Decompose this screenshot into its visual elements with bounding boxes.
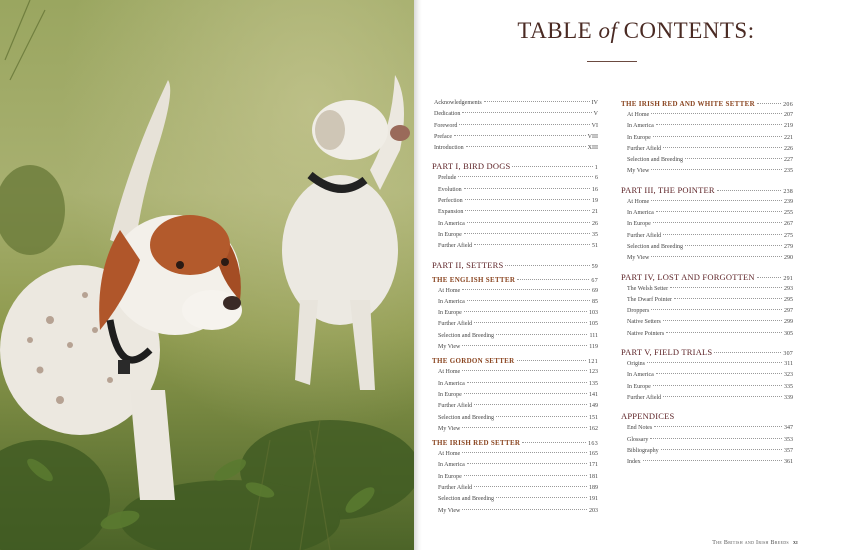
toc-entry-label: Further Afield bbox=[627, 394, 662, 401]
toc-entry[interactable] bbox=[432, 367, 598, 378]
toc-entry-page: 290 bbox=[784, 255, 793, 262]
toc-entry-page: XIII bbox=[587, 145, 598, 152]
page-title bbox=[422, 18, 850, 44]
toc-entry-page: 21 bbox=[592, 209, 598, 216]
toc-entry[interactable] bbox=[432, 319, 598, 330]
toc-entry-page: 149 bbox=[589, 403, 598, 410]
toc-part-heading[interactable] bbox=[621, 184, 793, 197]
toc-entry[interactable] bbox=[621, 446, 793, 457]
toc-entry[interactable] bbox=[621, 284, 793, 295]
toc-leader-dots bbox=[685, 158, 782, 159]
toc-entry[interactable] bbox=[621, 219, 793, 230]
toc-leader-dots bbox=[647, 362, 782, 363]
toc-entry-page: 295 bbox=[784, 296, 793, 303]
toc-leader-dots bbox=[670, 287, 782, 288]
toc-entry[interactable] bbox=[432, 401, 598, 412]
toc-entry-page: 191 bbox=[589, 496, 598, 503]
toc-entry-page: 162 bbox=[589, 425, 598, 432]
toc-entry-page: 305 bbox=[784, 330, 793, 337]
toc-entry-page: 207 bbox=[784, 112, 793, 118]
toc-entry-page: 67 bbox=[591, 277, 598, 284]
toc-entry-page: 238 bbox=[783, 188, 793, 195]
toc-leader-dots bbox=[656, 373, 782, 374]
toc-entry-page: 151 bbox=[589, 414, 598, 421]
toc-leader-dots bbox=[663, 396, 782, 397]
toc-entry[interactable] bbox=[621, 359, 793, 370]
toc-entry-label: At Home bbox=[438, 369, 461, 376]
toc-entry-page: 203 bbox=[589, 507, 598, 514]
toc-leader-dots bbox=[651, 113, 782, 114]
toc-entry-label: At Home bbox=[627, 112, 650, 118]
toc-leader-dots bbox=[464, 233, 590, 234]
toc-entry-label: PART II, SETTERS bbox=[432, 259, 504, 270]
toc-entry-label: Preface bbox=[434, 133, 452, 140]
toc-entry-label: My View bbox=[627, 168, 650, 175]
toc-entry[interactable] bbox=[432, 472, 598, 483]
toc-breed-heading[interactable] bbox=[432, 437, 598, 449]
toc-entry[interactable] bbox=[621, 329, 793, 340]
toc-entry[interactable] bbox=[432, 331, 598, 342]
toc-entry-page: 311 bbox=[784, 361, 793, 368]
toc-entry-page: 206 bbox=[783, 102, 793, 108]
toc-leader-dots bbox=[464, 393, 587, 394]
toc-entry-page: 105 bbox=[589, 321, 598, 328]
toc-entry-label: THE IRISH RED AND WHITE SETTER bbox=[621, 100, 755, 108]
toc-entry[interactable] bbox=[621, 370, 793, 381]
toc-entry-label: Selection and Breeding bbox=[438, 332, 494, 339]
toc-leader-dots bbox=[462, 509, 587, 510]
toc-entry-label: In America bbox=[438, 380, 465, 387]
cover-photo bbox=[0, 0, 414, 550]
toc-leader-dots bbox=[653, 385, 782, 386]
dogs-in-field-photo bbox=[0, 0, 414, 550]
toc-entry-page: 189 bbox=[589, 485, 598, 492]
toc-leader-dots bbox=[757, 103, 781, 104]
toc-front-matter-entry[interactable] bbox=[432, 132, 598, 143]
toc-entry[interactable] bbox=[621, 423, 793, 434]
toc-leader-dots bbox=[462, 452, 587, 453]
toc-entry[interactable] bbox=[432, 494, 598, 505]
toc-entry-page: 165 bbox=[589, 451, 598, 458]
toc-entry-label: Dedication bbox=[434, 111, 461, 118]
toc-entry-page: 103 bbox=[589, 310, 598, 317]
toc-entry-page: IV bbox=[591, 100, 598, 106]
toc-leader-dots bbox=[462, 289, 590, 290]
toc-entry-label: Native Setters bbox=[627, 319, 661, 326]
toc-entry-page: 69 bbox=[592, 287, 598, 294]
toc-entry-label: My View bbox=[438, 507, 461, 514]
toc-entry-label: Prelude bbox=[438, 175, 457, 182]
toc-leader-dots bbox=[459, 124, 589, 125]
toc-leader-dots bbox=[466, 146, 586, 147]
toc-entry[interactable] bbox=[621, 242, 793, 253]
toc-entry-page: 6 bbox=[595, 175, 598, 182]
toc-entry-label: Droppers bbox=[627, 308, 650, 315]
toc-leader-dots bbox=[464, 188, 590, 189]
toc-entry-label: At Home bbox=[438, 451, 461, 458]
footer-page-number: xi bbox=[792, 540, 798, 546]
toc-entry[interactable] bbox=[621, 306, 793, 317]
toc-entry-page: 299 bbox=[784, 319, 793, 326]
toc-entry[interactable] bbox=[621, 110, 793, 121]
toc-entry-label: In Europe bbox=[438, 473, 462, 480]
title-divider bbox=[587, 61, 637, 62]
toc-entry-page: 121 bbox=[588, 359, 598, 366]
toc-entry-label: THE GORDON SETTER bbox=[432, 357, 515, 366]
toc-entry[interactable] bbox=[621, 208, 793, 219]
title-of: of bbox=[598, 18, 618, 43]
toc-entry-page: 339 bbox=[784, 394, 793, 401]
toc-entry[interactable] bbox=[432, 483, 598, 494]
toc-leader-dots bbox=[496, 416, 587, 417]
toc-entry[interactable] bbox=[621, 393, 793, 404]
toc-leader-dots bbox=[651, 200, 782, 201]
toc-entry-page: 16 bbox=[592, 186, 598, 193]
toc-part-heading[interactable] bbox=[621, 410, 793, 423]
toc-entry-label: PART IV, LOST AND FORGOTTEN bbox=[621, 271, 755, 282]
toc-entry-label: Further Afield bbox=[438, 321, 473, 328]
toc-leader-dots bbox=[663, 234, 782, 235]
toc-entry-label: Index bbox=[627, 459, 641, 466]
toc-entry-page: 19 bbox=[592, 198, 598, 205]
toc-entry[interactable] bbox=[621, 121, 793, 132]
toc-entry-page: 239 bbox=[784, 198, 793, 205]
toc-entry-page: 226 bbox=[784, 145, 793, 152]
toc-entry[interactable] bbox=[432, 342, 598, 353]
toc-entry-label: In Europe bbox=[438, 391, 462, 398]
toc-leader-dots bbox=[474, 322, 587, 323]
toc-entry-label: Native Pointers bbox=[627, 330, 665, 337]
toc-entry-page: 307 bbox=[783, 351, 793, 358]
toc-entry-label: In America bbox=[438, 462, 465, 469]
toc-entry-page: 267 bbox=[784, 221, 793, 228]
toc-leader-dots bbox=[757, 277, 782, 278]
toc-part-heading[interactable] bbox=[432, 259, 598, 272]
toc-leader-dots bbox=[467, 463, 587, 464]
toc-leader-dots bbox=[462, 345, 587, 346]
toc-entry-page: 353 bbox=[784, 436, 793, 443]
toc-leader-dots bbox=[717, 190, 782, 191]
toc-entry-label: Evolution bbox=[438, 186, 462, 193]
toc-entry-page: VIII bbox=[587, 133, 598, 140]
toc-entry-label: At Home bbox=[438, 287, 461, 294]
toc-entry-label: In Europe bbox=[627, 383, 651, 390]
toc-leader-dots bbox=[505, 265, 589, 266]
toc-entry-label: Foreword bbox=[434, 122, 458, 129]
toc-leader-dots bbox=[465, 210, 590, 211]
toc-leader-dots bbox=[651, 169, 782, 170]
toc-entry-page: 26 bbox=[592, 220, 598, 227]
toc-entry-page: 255 bbox=[784, 210, 793, 217]
toc-entry-page: 291 bbox=[783, 275, 793, 282]
toc-entry-label: Perfection bbox=[438, 198, 463, 205]
toc-entry[interactable] bbox=[432, 308, 598, 319]
toc-entry[interactable] bbox=[432, 379, 598, 390]
toc-entry[interactable] bbox=[432, 219, 598, 230]
toc-leader-dots bbox=[656, 211, 782, 212]
toc-entry-page: 235 bbox=[784, 168, 793, 175]
toc-leader-dots bbox=[663, 320, 782, 321]
toc-front-matter-entry[interactable] bbox=[432, 109, 598, 120]
toc-entry-page: 119 bbox=[589, 344, 598, 351]
toc-entry-page: 347 bbox=[784, 425, 793, 432]
toc-entry[interactable] bbox=[621, 457, 793, 468]
book-gutter bbox=[414, 0, 422, 550]
toc-leader-dots bbox=[467, 300, 590, 301]
toc-entry-label: In America bbox=[438, 298, 465, 305]
toc-entry-label: THE ENGLISH SETTER bbox=[432, 275, 516, 284]
toc-leader-dots bbox=[467, 222, 590, 223]
toc-leader-dots bbox=[643, 460, 782, 461]
toc-entry-page: 279 bbox=[784, 243, 793, 250]
toc-entry[interactable] bbox=[432, 390, 598, 401]
toc-part-heading[interactable] bbox=[621, 346, 793, 359]
toc-leader-dots bbox=[661, 449, 782, 450]
toc-entry-label: In America bbox=[627, 372, 654, 379]
toc-entry-page: 335 bbox=[784, 383, 793, 390]
toc-entry[interactable] bbox=[432, 207, 598, 218]
toc-entry-label: PART V, FIELD TRIALS bbox=[621, 347, 713, 358]
toc-entry-label: Further Afield bbox=[438, 243, 473, 250]
toc-leader-dots bbox=[654, 426, 782, 427]
toc-leader-dots bbox=[650, 438, 782, 439]
toc-entry-label: In Europe bbox=[438, 310, 462, 317]
title-main: TABLE bbox=[517, 18, 599, 43]
toc-entry[interactable] bbox=[432, 185, 598, 196]
toc-breed-heading[interactable] bbox=[621, 98, 793, 110]
toc-entry[interactable] bbox=[621, 155, 793, 166]
toc-entry[interactable] bbox=[621, 197, 793, 208]
toc-entry-label: In Europe bbox=[438, 231, 462, 238]
toc-entry-page: 227 bbox=[784, 157, 793, 164]
page-footer bbox=[712, 540, 798, 546]
toc-leader-dots bbox=[651, 256, 782, 257]
toc-entry[interactable] bbox=[432, 286, 598, 297]
toc-entry[interactable] bbox=[621, 231, 793, 242]
toc-entry[interactable] bbox=[432, 173, 598, 184]
toc-leader-dots bbox=[484, 101, 590, 102]
toc-entry-label: End Notes bbox=[627, 425, 653, 432]
toc-entry-page: 59 bbox=[591, 263, 598, 270]
toc-leader-dots bbox=[474, 244, 590, 245]
toc-leader-dots bbox=[512, 166, 592, 167]
toc-entry-page: 171 bbox=[589, 462, 598, 469]
toc-entry-label: My View bbox=[438, 425, 461, 432]
toc-entry-page: 221 bbox=[784, 134, 793, 141]
toc-leader-dots bbox=[462, 370, 587, 371]
toc-entry[interactable] bbox=[432, 424, 598, 435]
toc-entry-label: Selection and Breeding bbox=[627, 243, 683, 250]
toc-entry-page: 123 bbox=[589, 369, 598, 376]
toc-entry-label: Further Afield bbox=[627, 145, 662, 152]
toc-entry-label: Expansion bbox=[438, 209, 464, 216]
toc-entry-label: Selection and Breeding bbox=[438, 414, 494, 421]
toc-front-matter-entry[interactable] bbox=[432, 143, 598, 154]
toc-entry[interactable] bbox=[621, 382, 793, 393]
toc-entry-page: 181 bbox=[589, 473, 598, 480]
toc-entry-page: 51 bbox=[592, 243, 598, 250]
toc-entry[interactable] bbox=[621, 253, 793, 264]
toc-front-matter-entry[interactable] bbox=[432, 121, 598, 132]
toc-entry[interactable] bbox=[621, 317, 793, 328]
toc-entry[interactable] bbox=[621, 295, 793, 306]
toc-leader-dots bbox=[462, 112, 591, 113]
toc-entry[interactable] bbox=[432, 241, 598, 252]
toc-front-matter-entry[interactable] bbox=[432, 98, 598, 109]
toc-entry[interactable] bbox=[432, 196, 598, 207]
toc-entry-label: Glossary bbox=[627, 436, 649, 443]
toc-entry-label: Acknowledgements bbox=[434, 100, 482, 106]
toc-entry-label: Introduction bbox=[434, 145, 464, 152]
toc-leader-dots bbox=[496, 497, 587, 498]
footer-running-title: The British and Irish Breeds bbox=[712, 540, 789, 546]
toc-entry-page: 219 bbox=[784, 123, 793, 130]
toc-entry-label: PART III, THE POINTER bbox=[621, 184, 715, 195]
toc-entry-page: 275 bbox=[784, 232, 793, 239]
toc-column-right bbox=[621, 98, 793, 468]
toc-leader-dots bbox=[454, 135, 586, 136]
toc-entry-label: In Europe bbox=[627, 134, 651, 141]
toc-entry-label: In Europe bbox=[627, 221, 651, 228]
toc-leader-dots bbox=[458, 176, 593, 177]
toc-entry[interactable] bbox=[432, 413, 598, 424]
toc-leader-dots bbox=[474, 404, 587, 405]
toc-leader-dots bbox=[674, 298, 782, 299]
toc-entry-label: Further Afield bbox=[438, 485, 473, 492]
toc-leader-dots bbox=[653, 136, 782, 137]
toc-entry-label: My View bbox=[438, 344, 461, 351]
toc-entry[interactable] bbox=[432, 230, 598, 241]
toc-entry-label: PART I, BIRD DOGS bbox=[432, 161, 511, 172]
toc-entry-label: The Welsh Setter bbox=[627, 285, 669, 292]
toc-entry-page: 361 bbox=[784, 459, 793, 466]
toc-entry-label: Origins bbox=[627, 361, 645, 368]
toc-entry[interactable] bbox=[621, 144, 793, 155]
toc-entry-page: 297 bbox=[784, 308, 793, 315]
toc-entry[interactable] bbox=[432, 297, 598, 308]
toc-entry-label: Bibliography bbox=[627, 447, 659, 454]
toc-entry[interactable] bbox=[621, 166, 793, 177]
toc-entry-page: V bbox=[593, 111, 598, 118]
toc-entry-page: 85 bbox=[592, 298, 598, 305]
toc-breed-heading[interactable] bbox=[432, 274, 598, 286]
toc-leader-dots bbox=[467, 382, 587, 383]
toc-entry[interactable] bbox=[621, 435, 793, 446]
toc-column-left bbox=[432, 98, 598, 517]
toc-entry-page: 163 bbox=[588, 441, 598, 448]
toc-leader-dots bbox=[685, 245, 782, 246]
toc-leader-dots bbox=[464, 475, 587, 476]
toc-entry-page: VI bbox=[591, 122, 598, 129]
toc-entry-page: 111 bbox=[589, 332, 598, 339]
toc-entry-label: Selection and Breeding bbox=[438, 496, 494, 503]
toc-leader-dots bbox=[474, 486, 587, 487]
toc-entry-label: Further Afield bbox=[627, 232, 662, 239]
toc-entry-label: At Home bbox=[627, 198, 650, 205]
toc-entry-page: 1 bbox=[594, 165, 598, 172]
toc-entry-page: 35 bbox=[592, 231, 598, 238]
toc-leader-dots bbox=[656, 124, 782, 125]
toc-leader-dots bbox=[517, 360, 587, 361]
toc-entry-label: THE IRISH RED SETTER bbox=[432, 439, 521, 448]
toc-entry-page: 141 bbox=[589, 391, 598, 398]
toc-entry[interactable] bbox=[432, 449, 598, 460]
toc-leader-dots bbox=[465, 199, 590, 200]
toc-entry[interactable] bbox=[432, 460, 598, 471]
toc-entry-label: Selection and Breeding bbox=[627, 157, 683, 164]
toc-leader-dots bbox=[462, 427, 587, 428]
toc-entry[interactable] bbox=[621, 133, 793, 144]
title-rest: CONTENTS: bbox=[617, 18, 755, 43]
toc-part-heading[interactable] bbox=[432, 160, 598, 173]
toc-breed-heading[interactable] bbox=[432, 355, 598, 367]
toc-entry-label: My View bbox=[627, 255, 650, 262]
toc-leader-dots bbox=[517, 279, 589, 280]
toc-leader-dots bbox=[714, 352, 781, 353]
toc-entry-page: 135 bbox=[589, 380, 598, 387]
toc-entry-label: In America bbox=[438, 220, 465, 227]
toc-entry-page: 357 bbox=[784, 447, 793, 454]
toc-leader-dots bbox=[666, 332, 782, 333]
toc-leader-dots bbox=[522, 442, 586, 443]
toc-entry-label: In America bbox=[627, 210, 654, 217]
contents-page bbox=[422, 0, 850, 550]
toc-entry[interactable] bbox=[432, 506, 598, 517]
toc-leader-dots bbox=[496, 334, 587, 335]
toc-entry-label: Further Afield bbox=[438, 403, 473, 410]
toc-entry-page: 323 bbox=[784, 372, 793, 379]
toc-entry-label: APPENDICES bbox=[621, 411, 675, 422]
toc-leader-dots bbox=[653, 222, 782, 223]
toc-part-heading[interactable] bbox=[621, 271, 793, 284]
toc-entry-label: The Dwarf Pointer bbox=[627, 296, 672, 303]
toc-leader-dots bbox=[651, 309, 782, 310]
toc-leader-dots bbox=[663, 147, 782, 148]
toc-leader-dots bbox=[464, 311, 587, 312]
toc-entry-page: 293 bbox=[784, 285, 793, 292]
toc-entry-label: In America bbox=[627, 123, 654, 130]
